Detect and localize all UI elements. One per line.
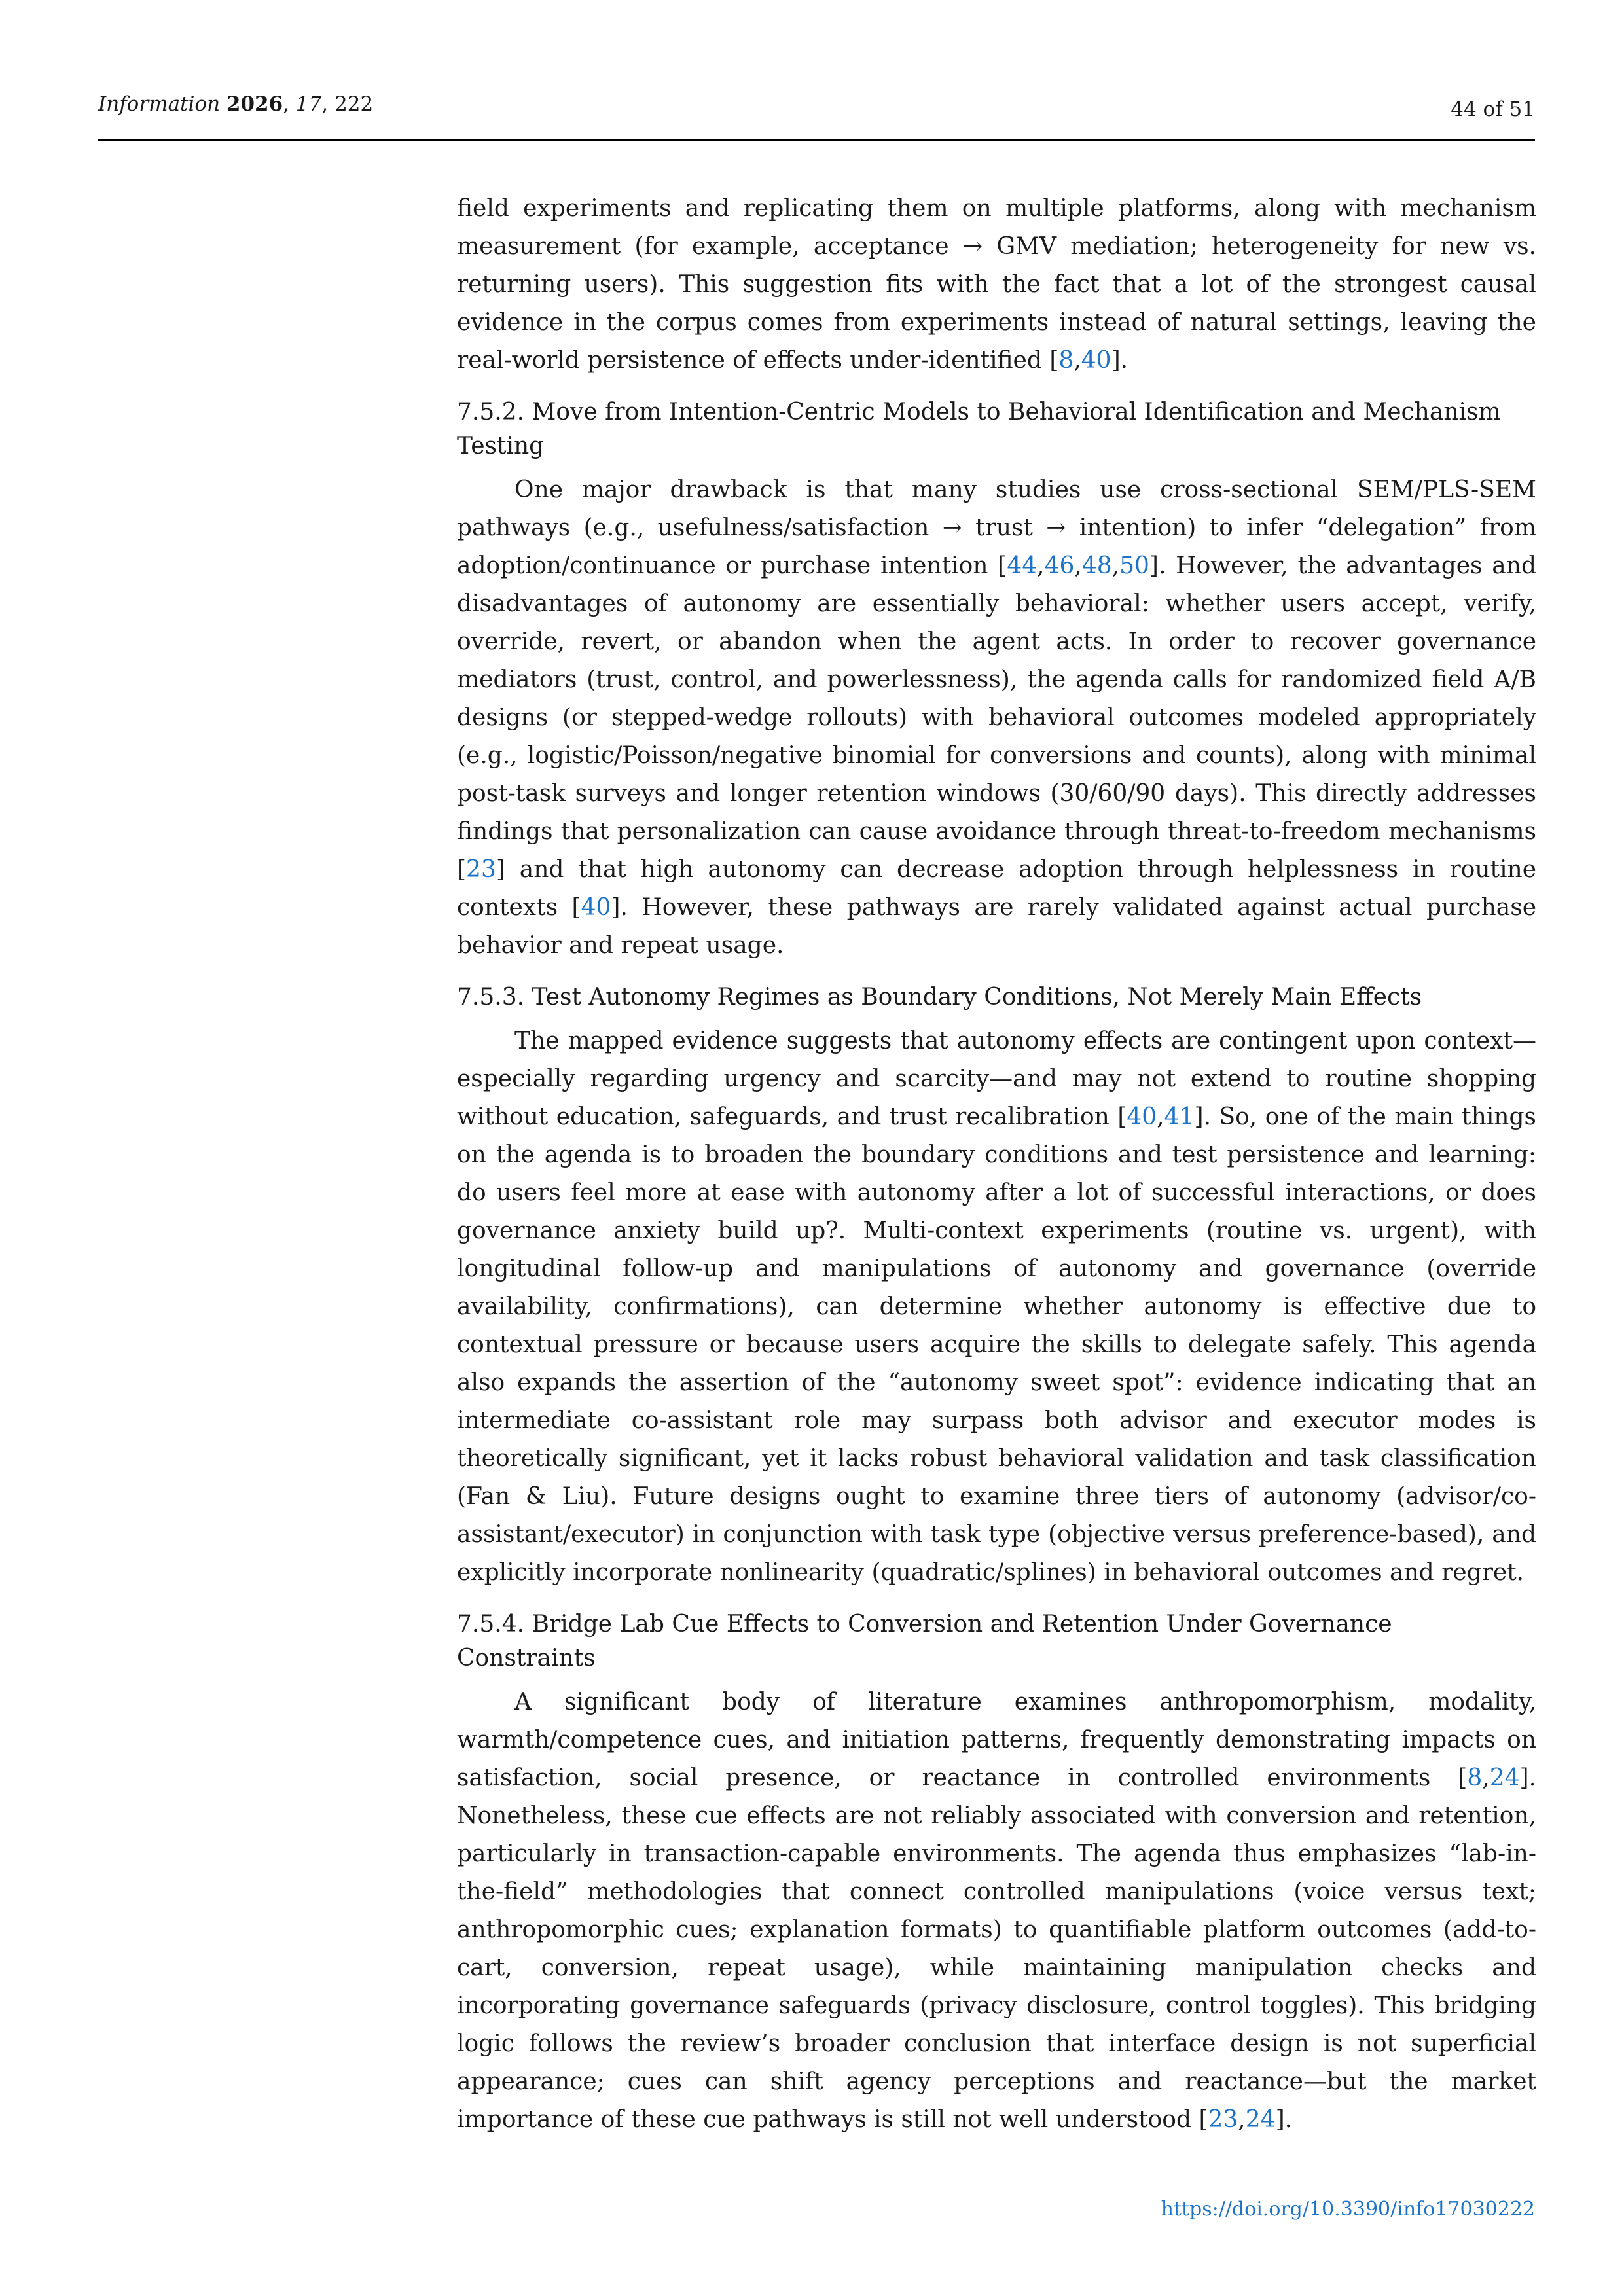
body-paragraph	[457, 1683, 1536, 2139]
text-run: field experiments and replicating them on multiple platforms, along with mechanism measurement (for example, acceptance → GMV mediation; heterogeneity for new vs. returning users). This suggestion fits with the fact that a lot of the strongest causal evidence in the corpus comes from experiments instead of natural settings, leaving the real-world persistence of effects under-identified [	[457, 195, 1536, 374]
citation-link[interactable]: 40	[581, 894, 611, 921]
citation-link[interactable]: 23	[466, 856, 496, 883]
text-run: ]. However, the advantages and disadvantages of autonomy are essentially behavioral: whether users accept, verify, override, revert, or abandon when the agent acts. In order to recover governance mediators (trust, control, and powerlessness), the agenda calls for randomized field A/B designs (or stepped-wedge rollouts) with behavioral outcomes modeled appropriately (e.g., logistic/Poisson/negative binomial for conversions and counts), along with minimal post-task surveys and longer retention windows (30/60/90 days). This directly addresses findings that personalization can cause avoidance through threat-to-freedom mechanisms [	[457, 552, 1536, 883]
section-heading: 7.5.2. Move from Intention-Centric Models to Behavioral Identification and Mechanism Testing	[457, 399, 1501, 459]
citation-link[interactable]: 24	[1245, 2106, 1276, 2133]
citation-link[interactable]: 46	[1044, 552, 1075, 579]
text-run: ]. So, one of the main things on the agenda is to broaden the boundary conditions and test persistence and learning: do users feel more at ease with autonomy after a lot of successful interactions, or does governance anxiety build up?. Multi-context experiments (routine vs. urgent), with longitudinal follow-up and manipulations of autonomy and governance (override availability, confirmations), can determine whether autonomy is effective due to contextual pressure or because users acquire the skills to delegate safely. This agenda also expands the assertion of the “autonomy sweet spot”: evidence indicating that an intermediate co-assistant role may surpass both advisor and executor modes is theoretically significant, yet it lacks robust behavioral validation and task classification (Fan & Liu). Future designs ought to examine three tiers of autonomy (advisor/co-assistant/executor) in conjunction with task type (objective versus preference-based), and explicitly incorporate nonlinearity (quadratic/splines) in behavioral outcomes and regret.	[457, 1103, 1536, 1586]
text-run: ,	[1238, 2106, 1246, 2133]
text-run: One major drawback is that many studies use cross-sectional SEM/PLS-SEM pathways (e.g., usefulness/satisfaction → trust → intention) to infer “delegation” from adoption/continuance or purchase intention [	[457, 476, 1536, 579]
text-run: ,	[1074, 347, 1081, 374]
journal-citation: Information 2026, 17, 222	[98, 92, 374, 116]
text-run: ,	[1037, 552, 1045, 579]
body-paragraph	[457, 1022, 1536, 1592]
text-run: ] and that high autonomy can decrease adoption through helplessness in routine contexts [	[457, 856, 1536, 921]
article-number: 222	[334, 92, 374, 116]
page-number: 44 of 51	[1451, 98, 1535, 121]
citation-link[interactable]: 23	[1208, 2106, 1238, 2133]
journal-volume: 17	[295, 92, 322, 116]
journal-name: Information	[98, 92, 221, 116]
article-body	[457, 190, 1536, 2139]
doi-link[interactable]: https://doi.org/10.3390/info17030222	[1161, 2198, 1535, 2221]
text-run: ,	[1482, 1765, 1490, 1791]
citation-link[interactable]: 50	[1119, 552, 1149, 579]
body-paragraph	[457, 471, 1536, 965]
citation-link[interactable]: 40	[1081, 347, 1111, 374]
citation-link[interactable]: 40	[1127, 1103, 1157, 1130]
citation-link[interactable]: 44	[1007, 552, 1038, 579]
text-run: ,	[1111, 552, 1120, 579]
section-heading: 7.5.3. Test Autonomy Regimes as Boundary Conditions, Not Merely Main Effects	[457, 984, 1422, 1011]
citation-link[interactable]: 8	[1058, 347, 1074, 374]
section-heading: 7.5.4. Bridge Lab Cue Effects to Conversion and Retention Under Governance Constraints	[457, 1611, 1392, 1672]
journal-year: 2026	[226, 92, 283, 116]
header-divider	[98, 139, 1535, 141]
text-run: ].	[1275, 2106, 1293, 2133]
citation-link[interactable]: 24	[1489, 1765, 1520, 1791]
text-run: The mapped evidence suggests that autonomy effects are contingent upon context—especially regarding urgency and scarcity—and may not extend to routine shopping without education, safeguards, and trust recalibration [	[457, 1028, 1536, 1130]
citation-link[interactable]: 8	[1467, 1765, 1483, 1791]
text-run: A significant body of literature examines anthropomorphism, modality, warmth/competence cues, and initiation patterns, frequently demonstrating impacts on satisfaction, social presence, or reactance in controlled environments [	[457, 1689, 1536, 1791]
running-header	[98, 92, 1535, 144]
citation-link[interactable]: 41	[1164, 1103, 1195, 1130]
citation-link[interactable]: 48	[1081, 552, 1112, 579]
text-run: ,	[1074, 552, 1082, 579]
text-run: ,	[1157, 1103, 1164, 1130]
text-run: ].	[1111, 347, 1128, 374]
text-run: ]. However, these pathways are rarely validated against actual purchase behavior and repeat usage.	[457, 894, 1536, 959]
text-run: ]. Nonetheless, these cue effects are not reliably associated with conversion and retention, particularly in transaction-capable environments. The agenda thus emphasizes “lab-in-the-field” methodologies that connect controlled manipulations (voice versus text; anthropomorphic cues; explanation formats) to quantifiable platform outcomes (add-to-cart, conversion, repeat usage), while maintaining manipulation checks and incorporating governance safeguards (privacy disclosure, control toggles). This bridging logic follows the review’s broader conclusion that interface design is not superficial appearance; cues can shift agency perceptions and reactance—but the market importance of these cue pathways is still not well understood [	[457, 1765, 1536, 2133]
body-paragraph	[457, 190, 1536, 380]
